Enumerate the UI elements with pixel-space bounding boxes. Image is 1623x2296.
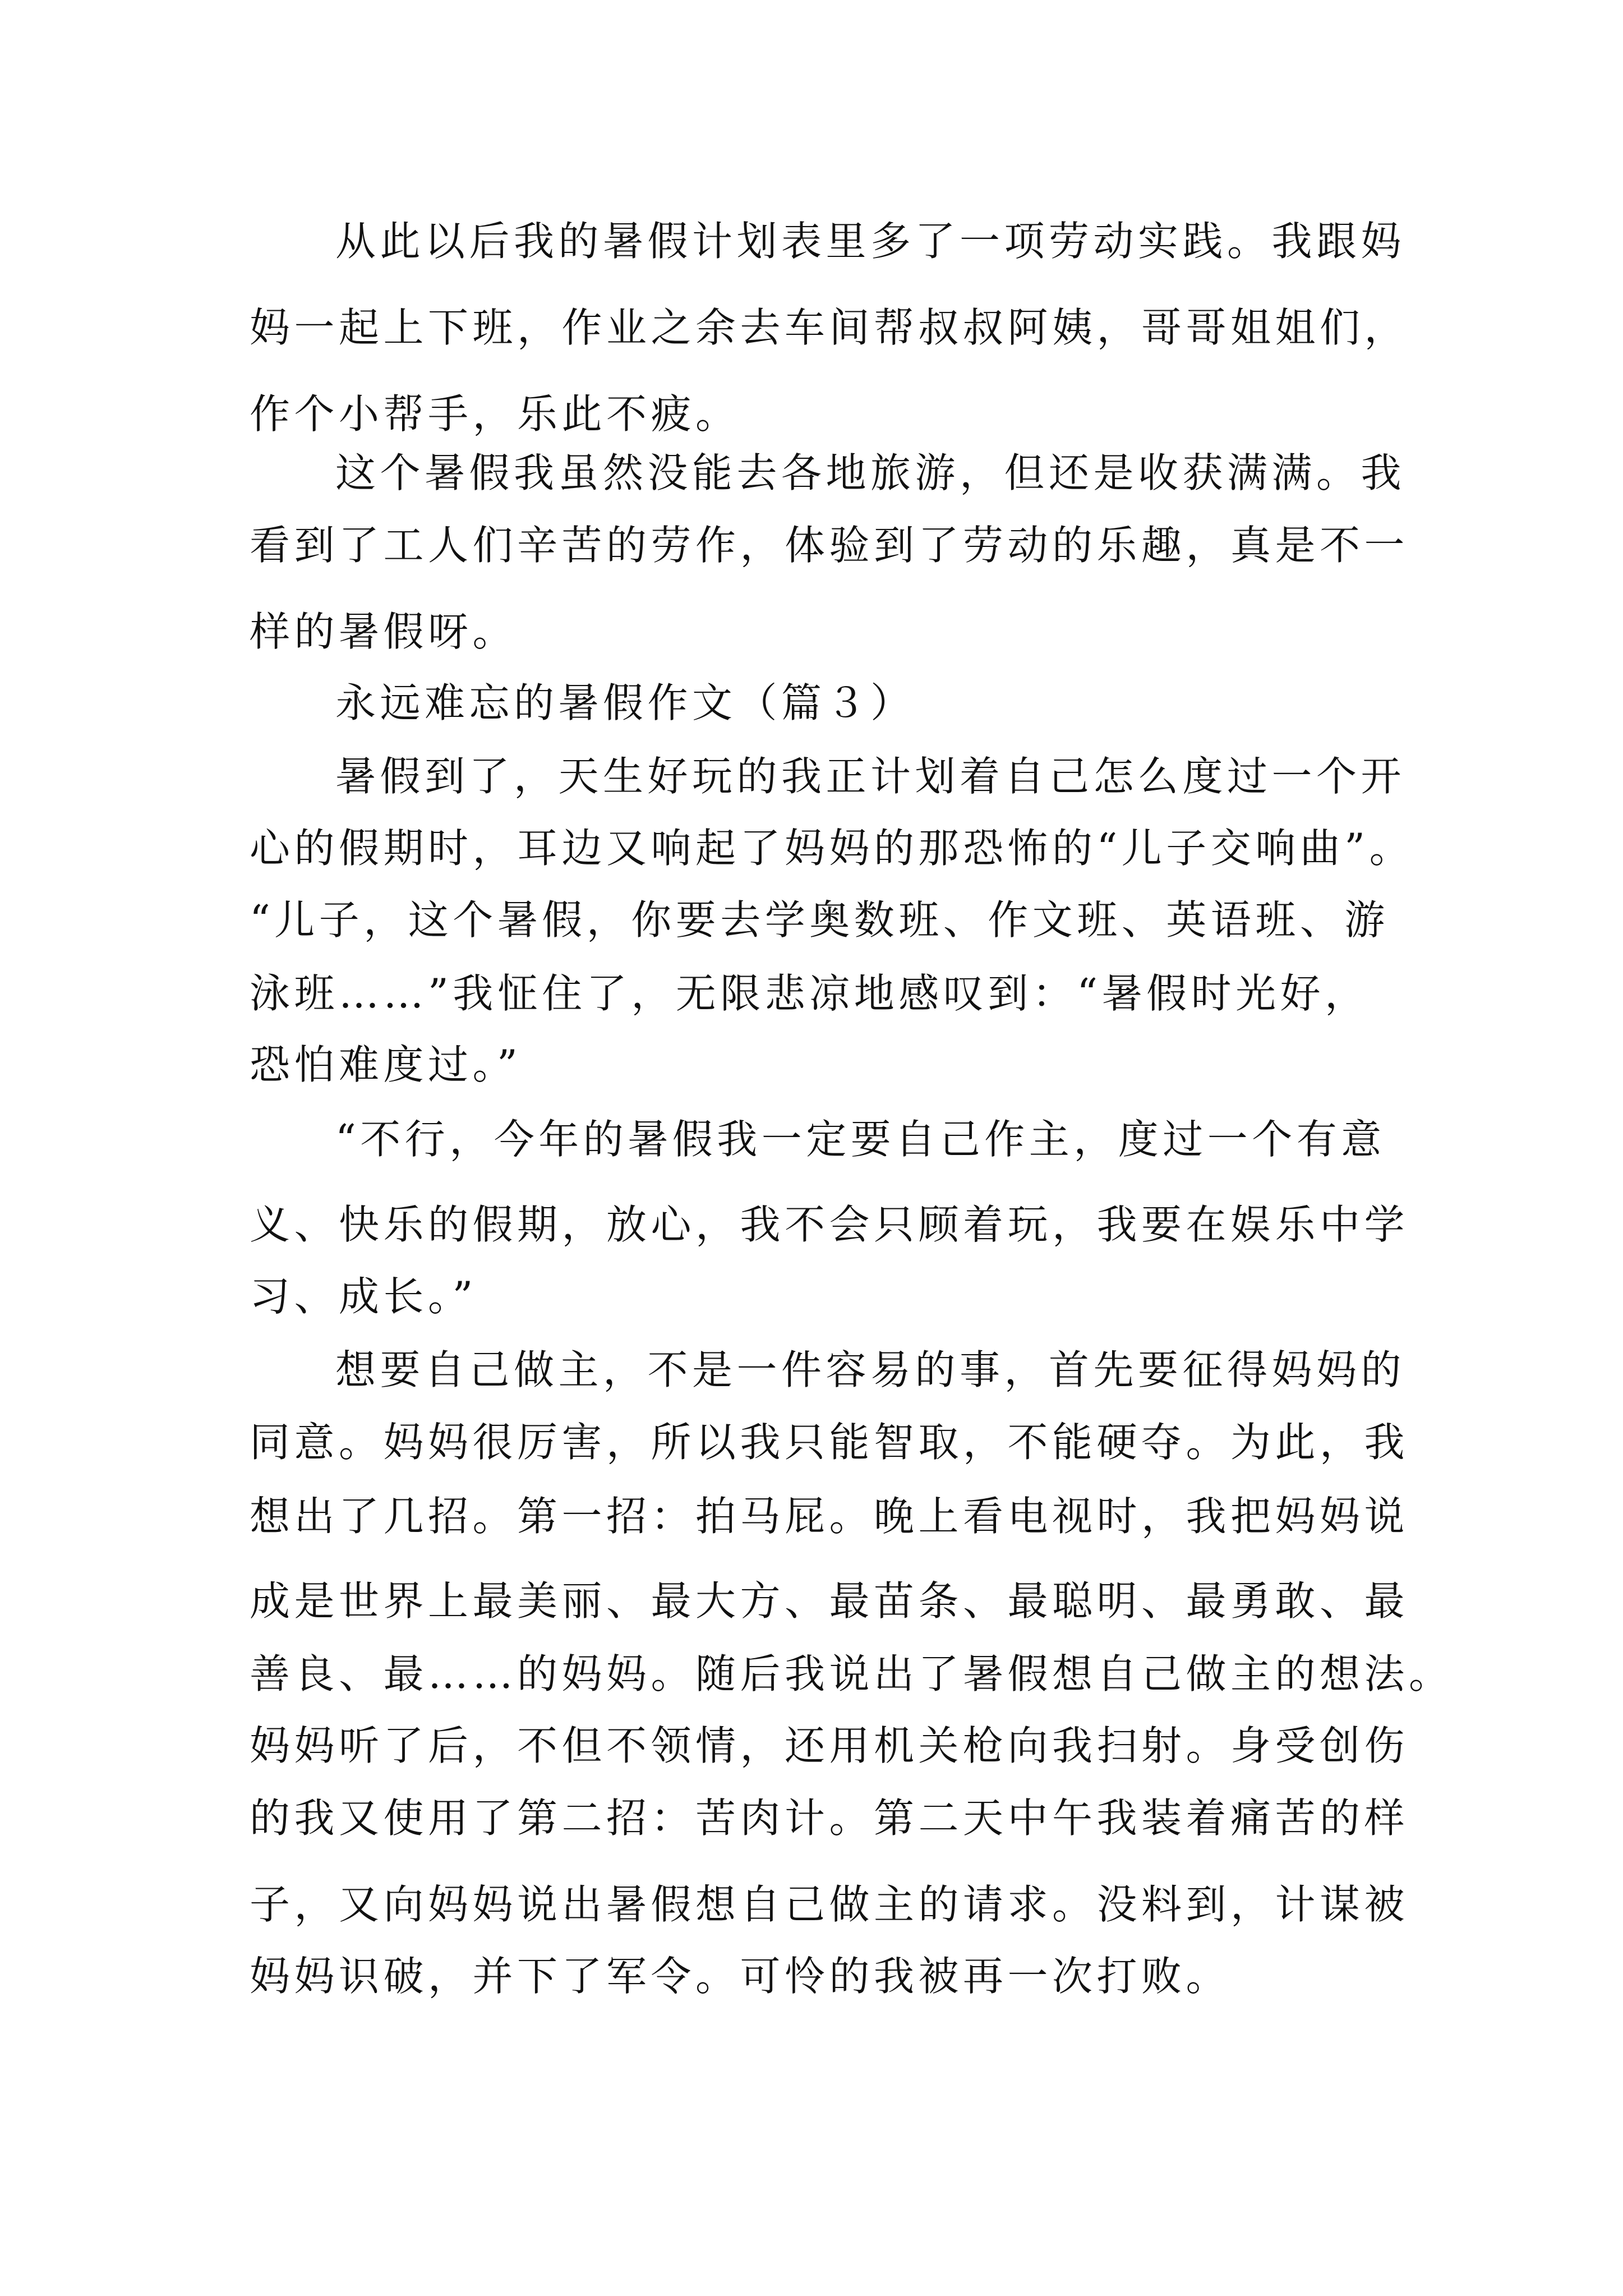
paragraph-line: “不行，今年的暑假我一定要自己作主，度过一个有意 bbox=[335, 1116, 1386, 1163]
paragraph-line: 从此以后我的暑假计划表里多了一项劳动实践。我跟妈 bbox=[335, 218, 1406, 265]
paragraph-line: 心的假期时，耳边又响起了妈妈的那恐怖的“儿子交响曲”。 bbox=[250, 825, 1414, 872]
paragraph-line: 妈妈听了后，不但不领情，还用机关枪向我扫射。身受创伤 bbox=[250, 1722, 1409, 1769]
paragraph-line: 同意。妈妈很厉害，所以我只能智取，不能硬夺。为此，我 bbox=[250, 1419, 1409, 1466]
paragraph-line: “儿子，这个暑假，你要去学奥数班、作文班、英语班、游 bbox=[250, 896, 1389, 944]
section-heading: 永远难忘的暑假作文（篇３） bbox=[335, 679, 915, 726]
paragraph-line: 暑假到了，天生好玩的我正计划着自己怎么度过一个开 bbox=[335, 753, 1406, 800]
paragraph-line: 义、快乐的假期，放心，我不会只顾着玩，我要在娱乐中学 bbox=[250, 1201, 1409, 1248]
paragraph-line: 这个暑假我虽然没能去各地旅游，但还是收获满满。我 bbox=[335, 449, 1406, 496]
paragraph-line: 习、成长。” bbox=[250, 1273, 477, 1320]
paragraph-line: 的我又使用了第二招：苦肉计。第二天中午我装着痛苦的样 bbox=[250, 1795, 1409, 1842]
paragraph-line: 作个小帮手，乐此不疲。 bbox=[250, 390, 740, 438]
paragraph-line: 恐怕难度过。” bbox=[250, 1041, 522, 1088]
paragraph-line: 想出了几招。第一招：拍马屁。晚上看电视时，我把妈妈说 bbox=[250, 1493, 1409, 1540]
paragraph-line: 成是世界上最美丽、最大方、最苗条、最聪明、最勇敢、最 bbox=[250, 1577, 1409, 1625]
paragraph-line: 看到了工人们辛苦的劳作，体验到了劳动的乐趣，真是不一 bbox=[250, 522, 1409, 569]
paragraph-line: 妈一起上下班，作业之余去车间帮叔叔阿姨，哥哥姐姐们， bbox=[250, 304, 1409, 351]
paragraph-line: 泳班……”我怔住了，无限悲凉地感叹到：“暑假时光好， bbox=[250, 970, 1370, 1017]
paragraph-line: 妈妈识破，并下了军令。可怜的我被再一次打败。 bbox=[250, 1953, 1231, 2000]
paragraph-line: 善良、最……的妈妈。随后我说出了暑假想自己做主的想法。 bbox=[250, 1650, 1454, 1697]
paragraph-line: 子，又向妈妈说出暑假想自己做主的请求。没料到，计谋被 bbox=[250, 1881, 1409, 1928]
paragraph-line: 想要自己做主，不是一件容易的事，首先要征得妈妈的 bbox=[335, 1346, 1406, 1393]
paragraph-line: 样的暑假呀。 bbox=[250, 608, 518, 655]
